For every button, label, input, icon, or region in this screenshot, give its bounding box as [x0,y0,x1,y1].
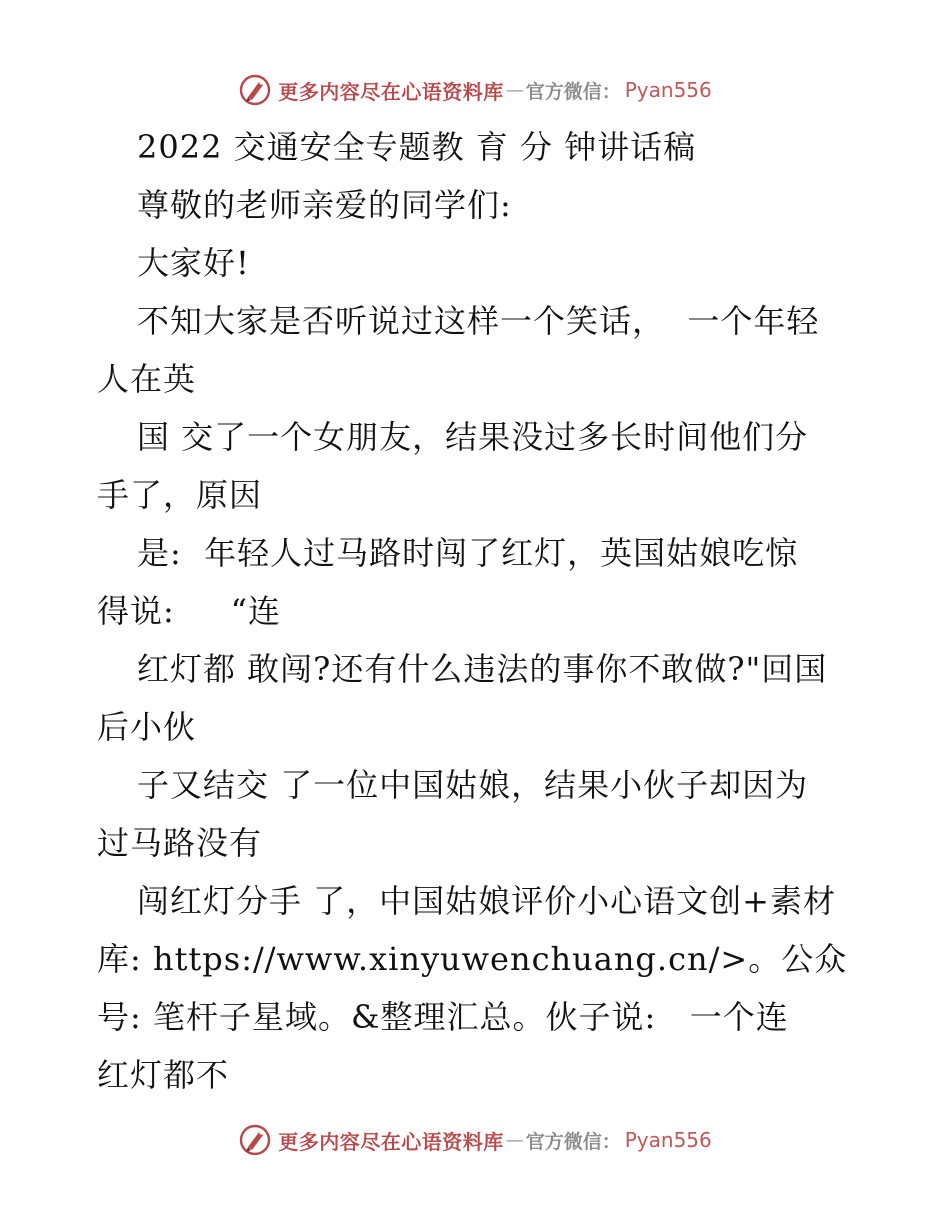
banner-main-text: 更多内容尽在心语资料库 [278,79,504,104]
text-line: 大家好! [137,244,250,282]
text-line: 国 交了一个女朋友，结果没过多长时间他们分 [137,418,809,456]
text-line: 尊敬的老师亲爱的同学们: [137,186,512,224]
text-line: 人在英 [97,360,197,398]
banner-wechat-id: Pyan556 [624,78,712,102]
header-watermark [0,70,950,110]
banner-separator: — [505,79,524,101]
pen-logo-icon [238,1123,272,1157]
pen-logo-icon [238,73,272,107]
footer-watermark [0,1120,950,1160]
document-body [97,118,867,1104]
text-line: 2022 交通安全专题教 育 分 钟讲话稿 [137,128,697,166]
text-line: 闯红灯分手 了，中国姑娘评价小心语文创+素材 [137,882,836,920]
text-line: 后小伙 [97,708,197,746]
text-line: 号: 笔杆子星域。&整理汇总。伙子说: 一个连 [97,998,789,1036]
text-line: 子又结交 了一位中国姑娘，结果小伙子却因为 [137,766,809,804]
banner-separator: — [505,1129,524,1151]
text-line: 库: https://www.xinyuwenchuang.cn/>。公众 [97,940,848,978]
text-line: 红灯都不 [97,1056,230,1094]
banner-wechat-id: Pyan556 [624,1128,712,1152]
text-line: 不知大家是否听说过这样一个笑话， 一个年轻 [137,302,820,340]
text-line: 是: 年轻人过马路时闯了红灯，英国姑娘吃惊 [137,534,799,572]
text-line: 手了，原因 [97,476,263,514]
text-line: 过马路没有 [97,824,263,862]
banner-main-text: 更多内容尽在心语资料库 [278,1129,504,1154]
text-line: 红灯都 敢闯?还有什么违法的事你不敢做?"回国 [137,650,828,688]
banner-label: 官方微信： [525,80,621,103]
banner-label: 官方微信： [525,1130,621,1153]
text-line: 得说: “连 [97,592,282,630]
